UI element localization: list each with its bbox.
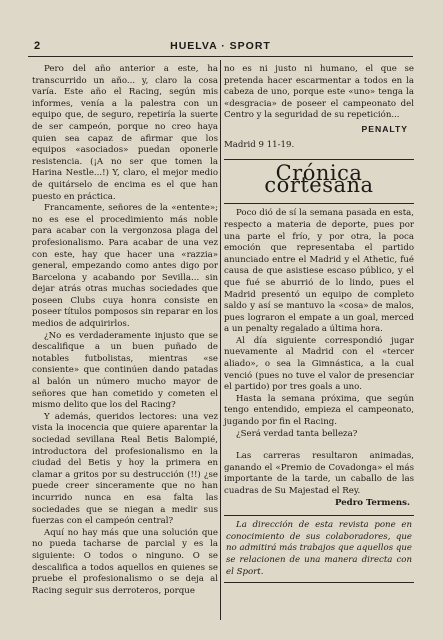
section-title: Crónica cortesana	[224, 159, 414, 204]
left-paragraph-2: Francamente, señores de la «entente»; no es ese el procedimiento más noble para acabar con la vergonzosa plaga del profesionalismo. Para acabar de una vez con este, hay que hacer una «razzia» general, empezando como antes digo por Barcelona y acabando por Sevilla... sin dejar atrás otras muchas sociedades que poseen Clubs cuya honra consiste en poseer títulos pomposos sin reparar en los medios de adquirirlos.	[32, 203, 218, 330]
page-number: 2	[34, 40, 41, 52]
editorial-notice: La dirección de esta revista pone en conocimiento de sus colaboradores, que no admitirá más trabajos que aquellos que se relacionen de una manera directa con el Sport.	[224, 515, 414, 583]
right-column	[224, 64, 414, 583]
chronicle-paragraph-1: Poco dió de sí la semana pasada en esta, respecto a materia de deporte, pues por una parte el frío, y por otra, la poca emoción que representaba el partido anunciado entre el Madrid y el Athetic, fué causa de que asistiese escaso público, y el que fué se aburrió de lo lindo, pues el Madrid presentó un equipo de completo saldo y así se mantuvo la «cosa» de malos, pues lograron el empate a un goal, merced a un penalty regalado a última hora.	[224, 208, 414, 335]
left-paragraph-3: ¿No es verdaderamente injusto que se descalifique a un buen puñado de notables futbolistas, mientras «se consiente» que continúen dando patadas al balón un número mucho mayor de señores que han cometido y cometen el mismo delito que los del Racing?	[32, 330, 218, 411]
signature-row	[224, 124, 408, 136]
chronicle-paragraph-3: Hasta la semana próxima, que según tengo entendido, empieza el campeonato, jugando por fin el Racing.	[224, 393, 414, 428]
publication-title: HUELVA · SPORT	[170, 40, 271, 52]
continuation-paragraph: no es ni justo ni humano, el que se pretenda hacer escarmentar a todos en la cabeza de uno, porque este «uno» tenga la «desgracia» de poseer el campeonato del Centro y la seguridad de su repetición...	[224, 64, 414, 121]
page-header	[28, 40, 413, 57]
races-paragraph: Las carreras resultaron animadas, ganando el «Premio de Covadonga» el más importante de la tarde, un caballo de las cuadras de Su Majestad el Rey.	[224, 451, 414, 496]
left-column	[32, 64, 218, 597]
races-signature: Pedro Termens.	[334, 497, 410, 508]
chronicle-paragraph-4: ¿Será verdad tanta belleza?	[236, 428, 358, 439]
left-paragraph-4: Y además, queridos lectores: una vez vista la inocencia que quiere aparentar la sociedad sevillana Real Betis Balompié, introductora del profesionalismo en la ciudad del Betis y hoy la primera en clamar a gritos por su destrucción (!!) ¿se puede creer sinceramente que no han incurrido nunca en esa falta las sociedades que se niegan a medir sus fuerzas con el campeón central?	[32, 411, 218, 527]
dateline: Madrid 9 11-19.	[224, 139, 295, 150]
author-signature: PENALTY	[361, 123, 408, 134]
spacer	[224, 440, 414, 451]
left-paragraph-5: Aquí no hay más que una solución que no pueda tacharse de parcial y es la siguiente: O todos o ninguno. O se descalifica a todos aquellos en quienes se pruebe el profesionalismo o se deja al Racing seguir sus derroteros, porque	[32, 527, 218, 596]
column-divider	[220, 60, 221, 620]
chronicle-paragraph-2: Al día siguiente correspondió jugar nuevamente al Madrid con el «tercer aliado», o sea la Gimnástica, a la cual venció (pues no tuve el valor de presenciar el partido) por tres goals a uno.	[224, 335, 414, 393]
left-paragraph-1: Pero del año anterior a este, ha transcurrido un año... y, claro la cosa varía. Este año el Racing, según mis informes, venía a la palestra con un equipo que, de seguro, repetiría la suerte de ser campeón, porque no creo haya quien sea capaz de afirmar que los equipos «asociados» puedan oponerle resistencia. (¡A no ser que tomen la Harina Nestle...!) Y, claro, el mejor medio de quitárselo de encima es el que han puesto en práctica.	[32, 64, 218, 202]
